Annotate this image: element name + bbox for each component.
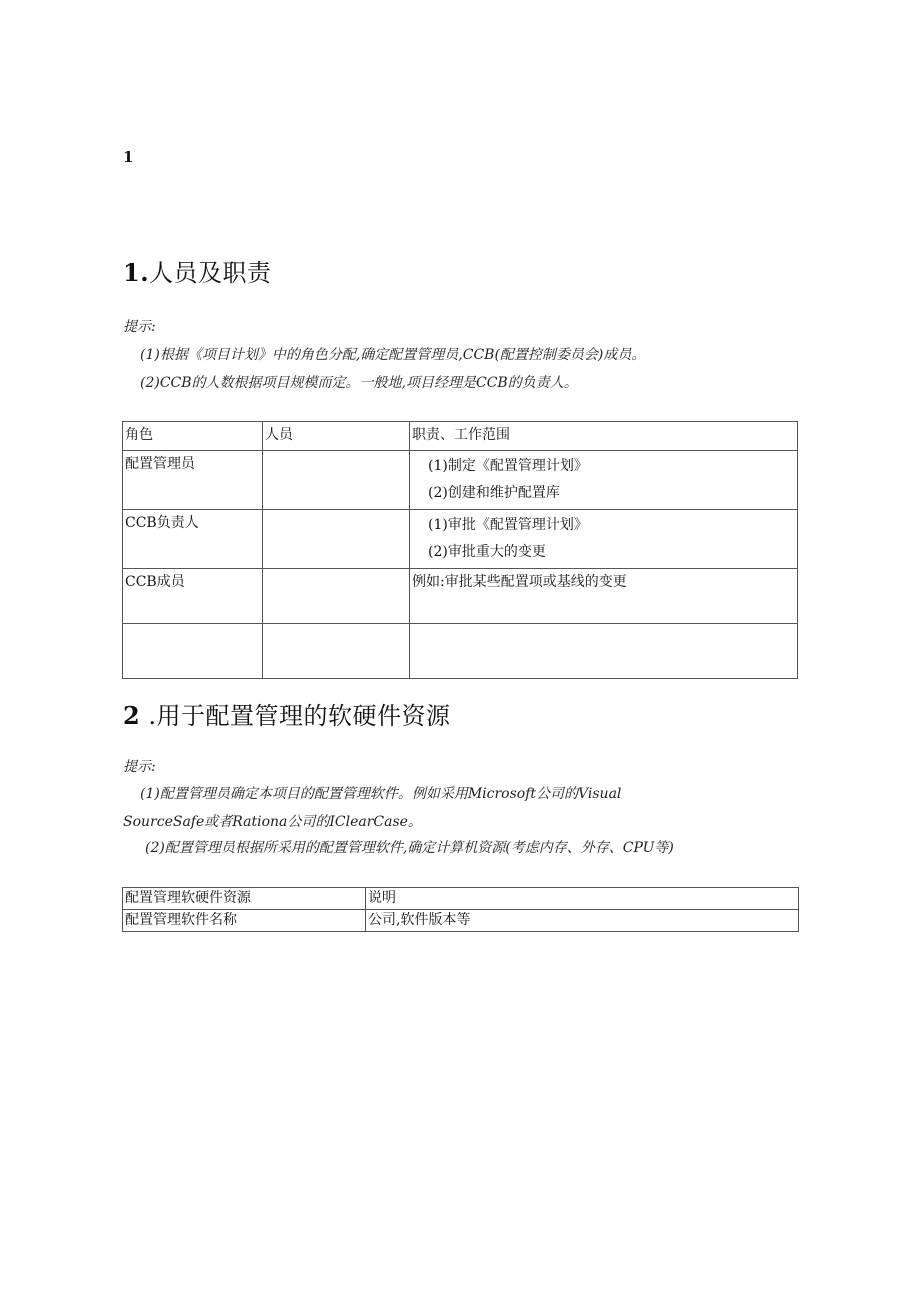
- duty-line: (1)审批《配置管理计划》: [428, 517, 588, 533]
- cell-role: [123, 624, 263, 679]
- cell-role: CCB负责人: [123, 510, 263, 569]
- section2-hint-line: (2)配置管理员根据所采用的配置管理软件,确定计算机资源(考虑内存、外存、CPU等): [145, 840, 674, 856]
- cell-person: [263, 451, 410, 510]
- section2-title: .用于配置管理的软硬件资源: [148, 702, 451, 730]
- cell-role: 配置管理员: [123, 451, 263, 510]
- section1-hint-title: 提示:: [123, 319, 156, 335]
- resources-table: [122, 887, 799, 932]
- header-resource: 配置管理软硬件资源: [123, 888, 366, 910]
- section2-hint-line: (1)配置管理员确定本项目的配置管理软件。例如采用Microsoft公司的Visual: [140, 786, 622, 802]
- section2-hint-line: SourceSafe或者Rationa公司的IClearCase。: [123, 814, 422, 830]
- cell-note: 公司,软件版本等: [366, 910, 799, 932]
- table-header-row: [123, 422, 798, 451]
- cell-duties: [410, 510, 798, 569]
- duty-line: (1)制定《配置管理计划》: [428, 458, 588, 474]
- header-note: 说明: [366, 888, 799, 910]
- section1-title: 人员及职责: [149, 259, 272, 287]
- section1-hint-line: (1)根据《项目计划》中的角色分配,确定配置管理员,CCB(配置控制委员会)成员。: [140, 347, 646, 363]
- header-person: 人员: [263, 422, 410, 451]
- cell-duties: [410, 569, 798, 624]
- page-number: 1: [123, 148, 134, 166]
- cell-role: CCB成员: [123, 569, 263, 624]
- duty-line: (2)创建和维护配置库: [428, 485, 560, 501]
- header-role: 角色: [123, 422, 263, 451]
- table-header-row: [123, 888, 799, 910]
- section2-heading: [123, 696, 450, 731]
- section1-heading: [123, 253, 272, 288]
- table-row: [123, 569, 798, 624]
- cell-duties: [410, 451, 798, 510]
- cell-duties: [410, 624, 798, 679]
- table-row: [123, 624, 798, 679]
- cell-resource: 配置管理软件名称: [123, 910, 366, 932]
- cell-person: [263, 569, 410, 624]
- duty-line: (2)审批重大的变更: [428, 544, 546, 560]
- duty-line: 例如:审批某些配置项或基线的变更: [412, 574, 627, 590]
- section1-hint-line: (2)CCB的人数根据项目规模而定。一般地,项目经理是CCB的负责人。: [140, 375, 578, 391]
- section1-number: 1.: [123, 258, 150, 287]
- table-row: [123, 510, 798, 569]
- section2-hint-title: 提示:: [123, 759, 156, 775]
- roles-table: [122, 421, 798, 679]
- table-row: [123, 451, 798, 510]
- section2-number: 2: [123, 701, 141, 730]
- header-duties: 职责、工作范围: [410, 422, 798, 451]
- cell-person: [263, 624, 410, 679]
- cell-person: [263, 510, 410, 569]
- table-row: [123, 910, 799, 932]
